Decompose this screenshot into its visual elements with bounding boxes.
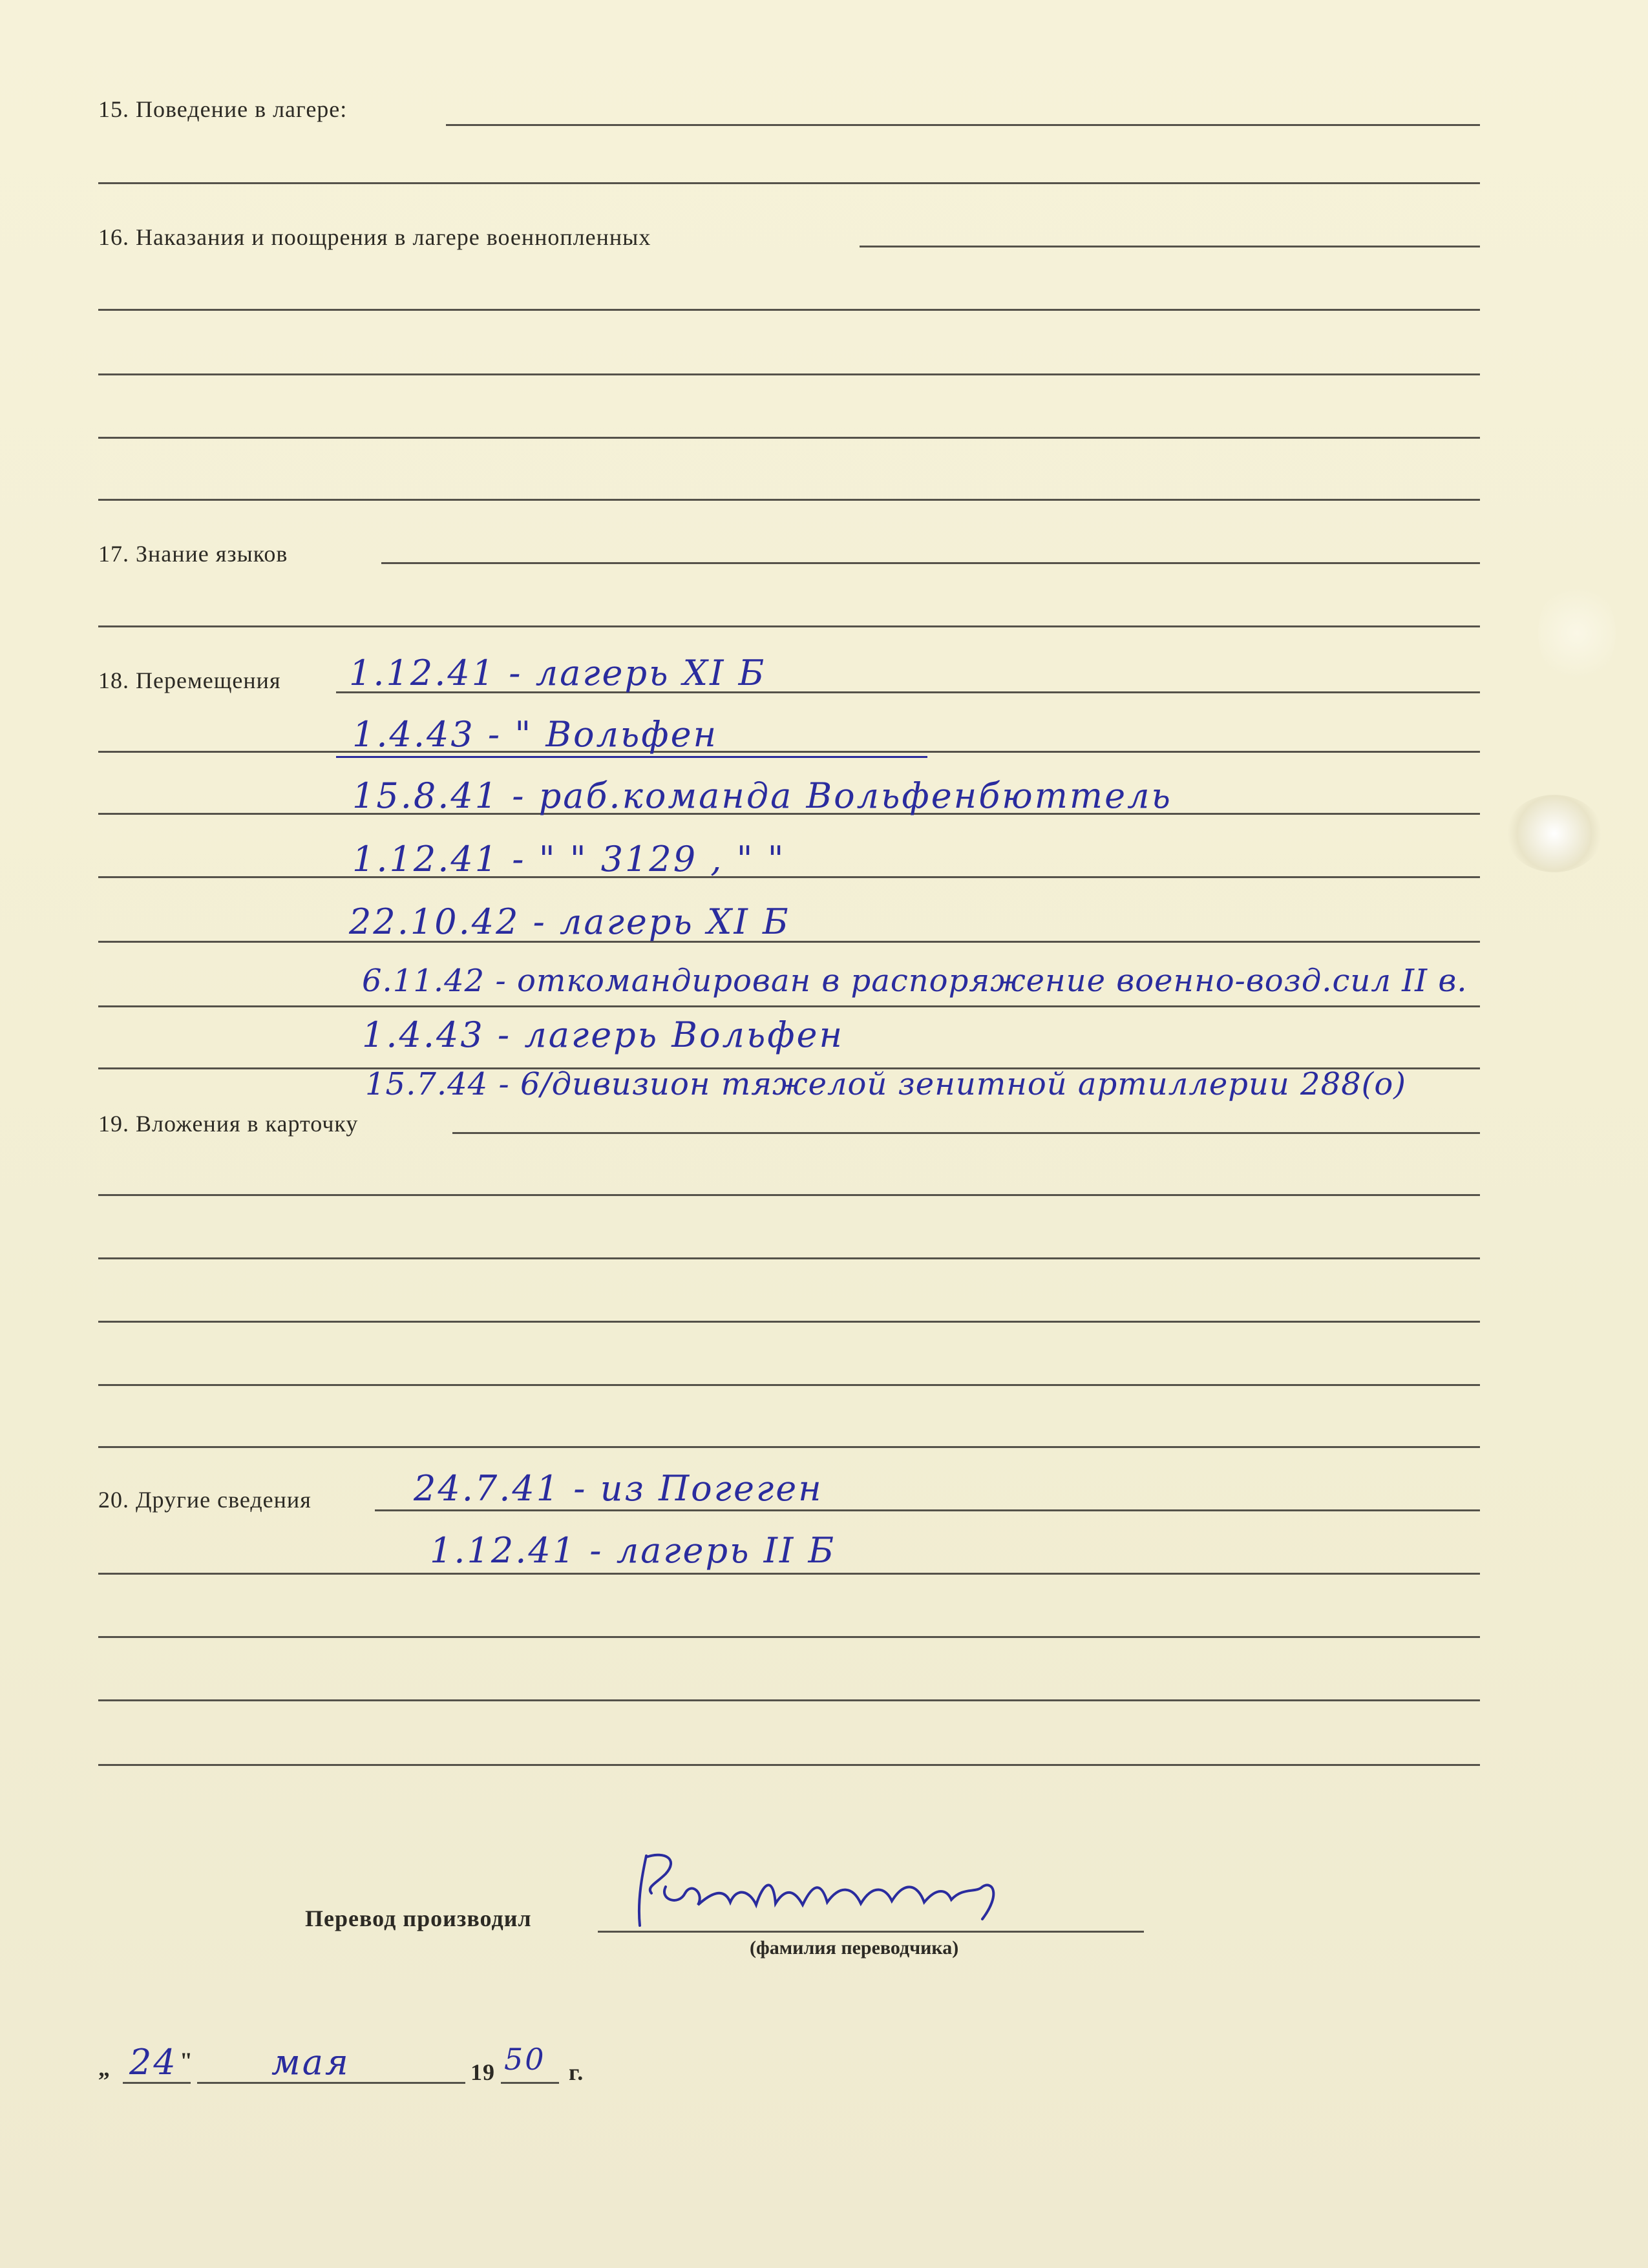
item15-line <box>446 124 1480 126</box>
item20-line-5 <box>98 1764 1480 1766</box>
date-year-abbrev: г. <box>569 2059 584 2085</box>
item18-line-6 <box>98 1005 1480 1007</box>
date-month: мая <box>271 2042 350 2083</box>
other-entry-2: 1.12.41 - лагерь II Б <box>430 1530 836 1571</box>
item20-line-2 <box>98 1573 1480 1575</box>
date-close-quote: " <box>180 2048 193 2074</box>
item16-label: 16. Наказания и поощрения в лагере военнопленных <box>98 224 651 250</box>
item19-line-4 <box>98 1321 1480 1323</box>
translator-caption: (фамилия переводчика) <box>750 1937 959 1958</box>
item19-label: 19. Вложения в карточку <box>98 1111 359 1137</box>
item19-line-2 <box>98 1194 1480 1196</box>
strike-line <box>336 756 927 758</box>
item18-label: 18. Перемещения <box>98 667 281 693</box>
item16-line-4 <box>98 437 1480 439</box>
item19-line-3 <box>98 1257 1480 1259</box>
date-day: 24 <box>129 2042 178 2083</box>
movement-entry-2: 1.4.43 - " Вольфен <box>352 714 719 755</box>
item19-line-5 <box>98 1384 1480 1386</box>
paper-fold-mark <box>1538 582 1616 685</box>
paper-fold-mark <box>1506 795 1603 872</box>
translator-label: Перевод производил <box>305 1906 532 1931</box>
item20-line-4 <box>98 1699 1480 1701</box>
translator-signature <box>620 1848 1021 1932</box>
item20-line-3 <box>98 1636 1480 1638</box>
item15-line-2 <box>98 182 1480 184</box>
item17-line-2 <box>98 625 1480 627</box>
item19-line-6 <box>98 1446 1480 1448</box>
item20-label: 20. Другие сведения <box>98 1487 312 1513</box>
item18-line-2 <box>98 751 1480 753</box>
other-entry-1: 24.7.41 - из Погеген <box>414 1468 823 1509</box>
item16-line-2 <box>98 309 1480 311</box>
movement-entry-4: 1.12.41 - " " 3129 , " " <box>352 839 786 879</box>
item16-line-5 <box>98 499 1480 501</box>
item18-line-4 <box>98 876 1480 878</box>
movement-entry-6: 6.11.42 - откомандирован в распоряжение военно-возд.сил II в. <box>362 963 1468 999</box>
date-year-prefix: 19 <box>470 2059 495 2085</box>
movement-entry-7: 1.4.43 - лагерь Вольфен <box>362 1014 845 1055</box>
date-day-line <box>123 2082 191 2084</box>
item17-label: 17. Знание языков <box>98 541 288 567</box>
movement-entry-1: 1.12.41 - лагерь XI Б <box>349 653 766 693</box>
item17-line <box>381 562 1480 564</box>
movement-entry-5: 22.10.42 - лагерь XI Б <box>349 901 790 942</box>
date-open-quote: „ <box>98 2055 111 2081</box>
item19-line <box>452 1132 1480 1134</box>
item20-line <box>375 1509 1480 1511</box>
movement-entry-3: 15.8.41 - раб.команда Вольфенбюттель <box>352 775 1172 816</box>
item16-line <box>860 246 1480 247</box>
date-year-line <box>501 2082 559 2084</box>
item16-line-3 <box>98 373 1480 375</box>
item15-label: 15. Поведение в лагере: <box>98 96 348 122</box>
date-year-suffix: 50 <box>504 2042 546 2077</box>
movement-entry-8: 15.7.44 - 6/дивизион тяжелой зенитной артиллерии 288(о) <box>365 1066 1407 1102</box>
